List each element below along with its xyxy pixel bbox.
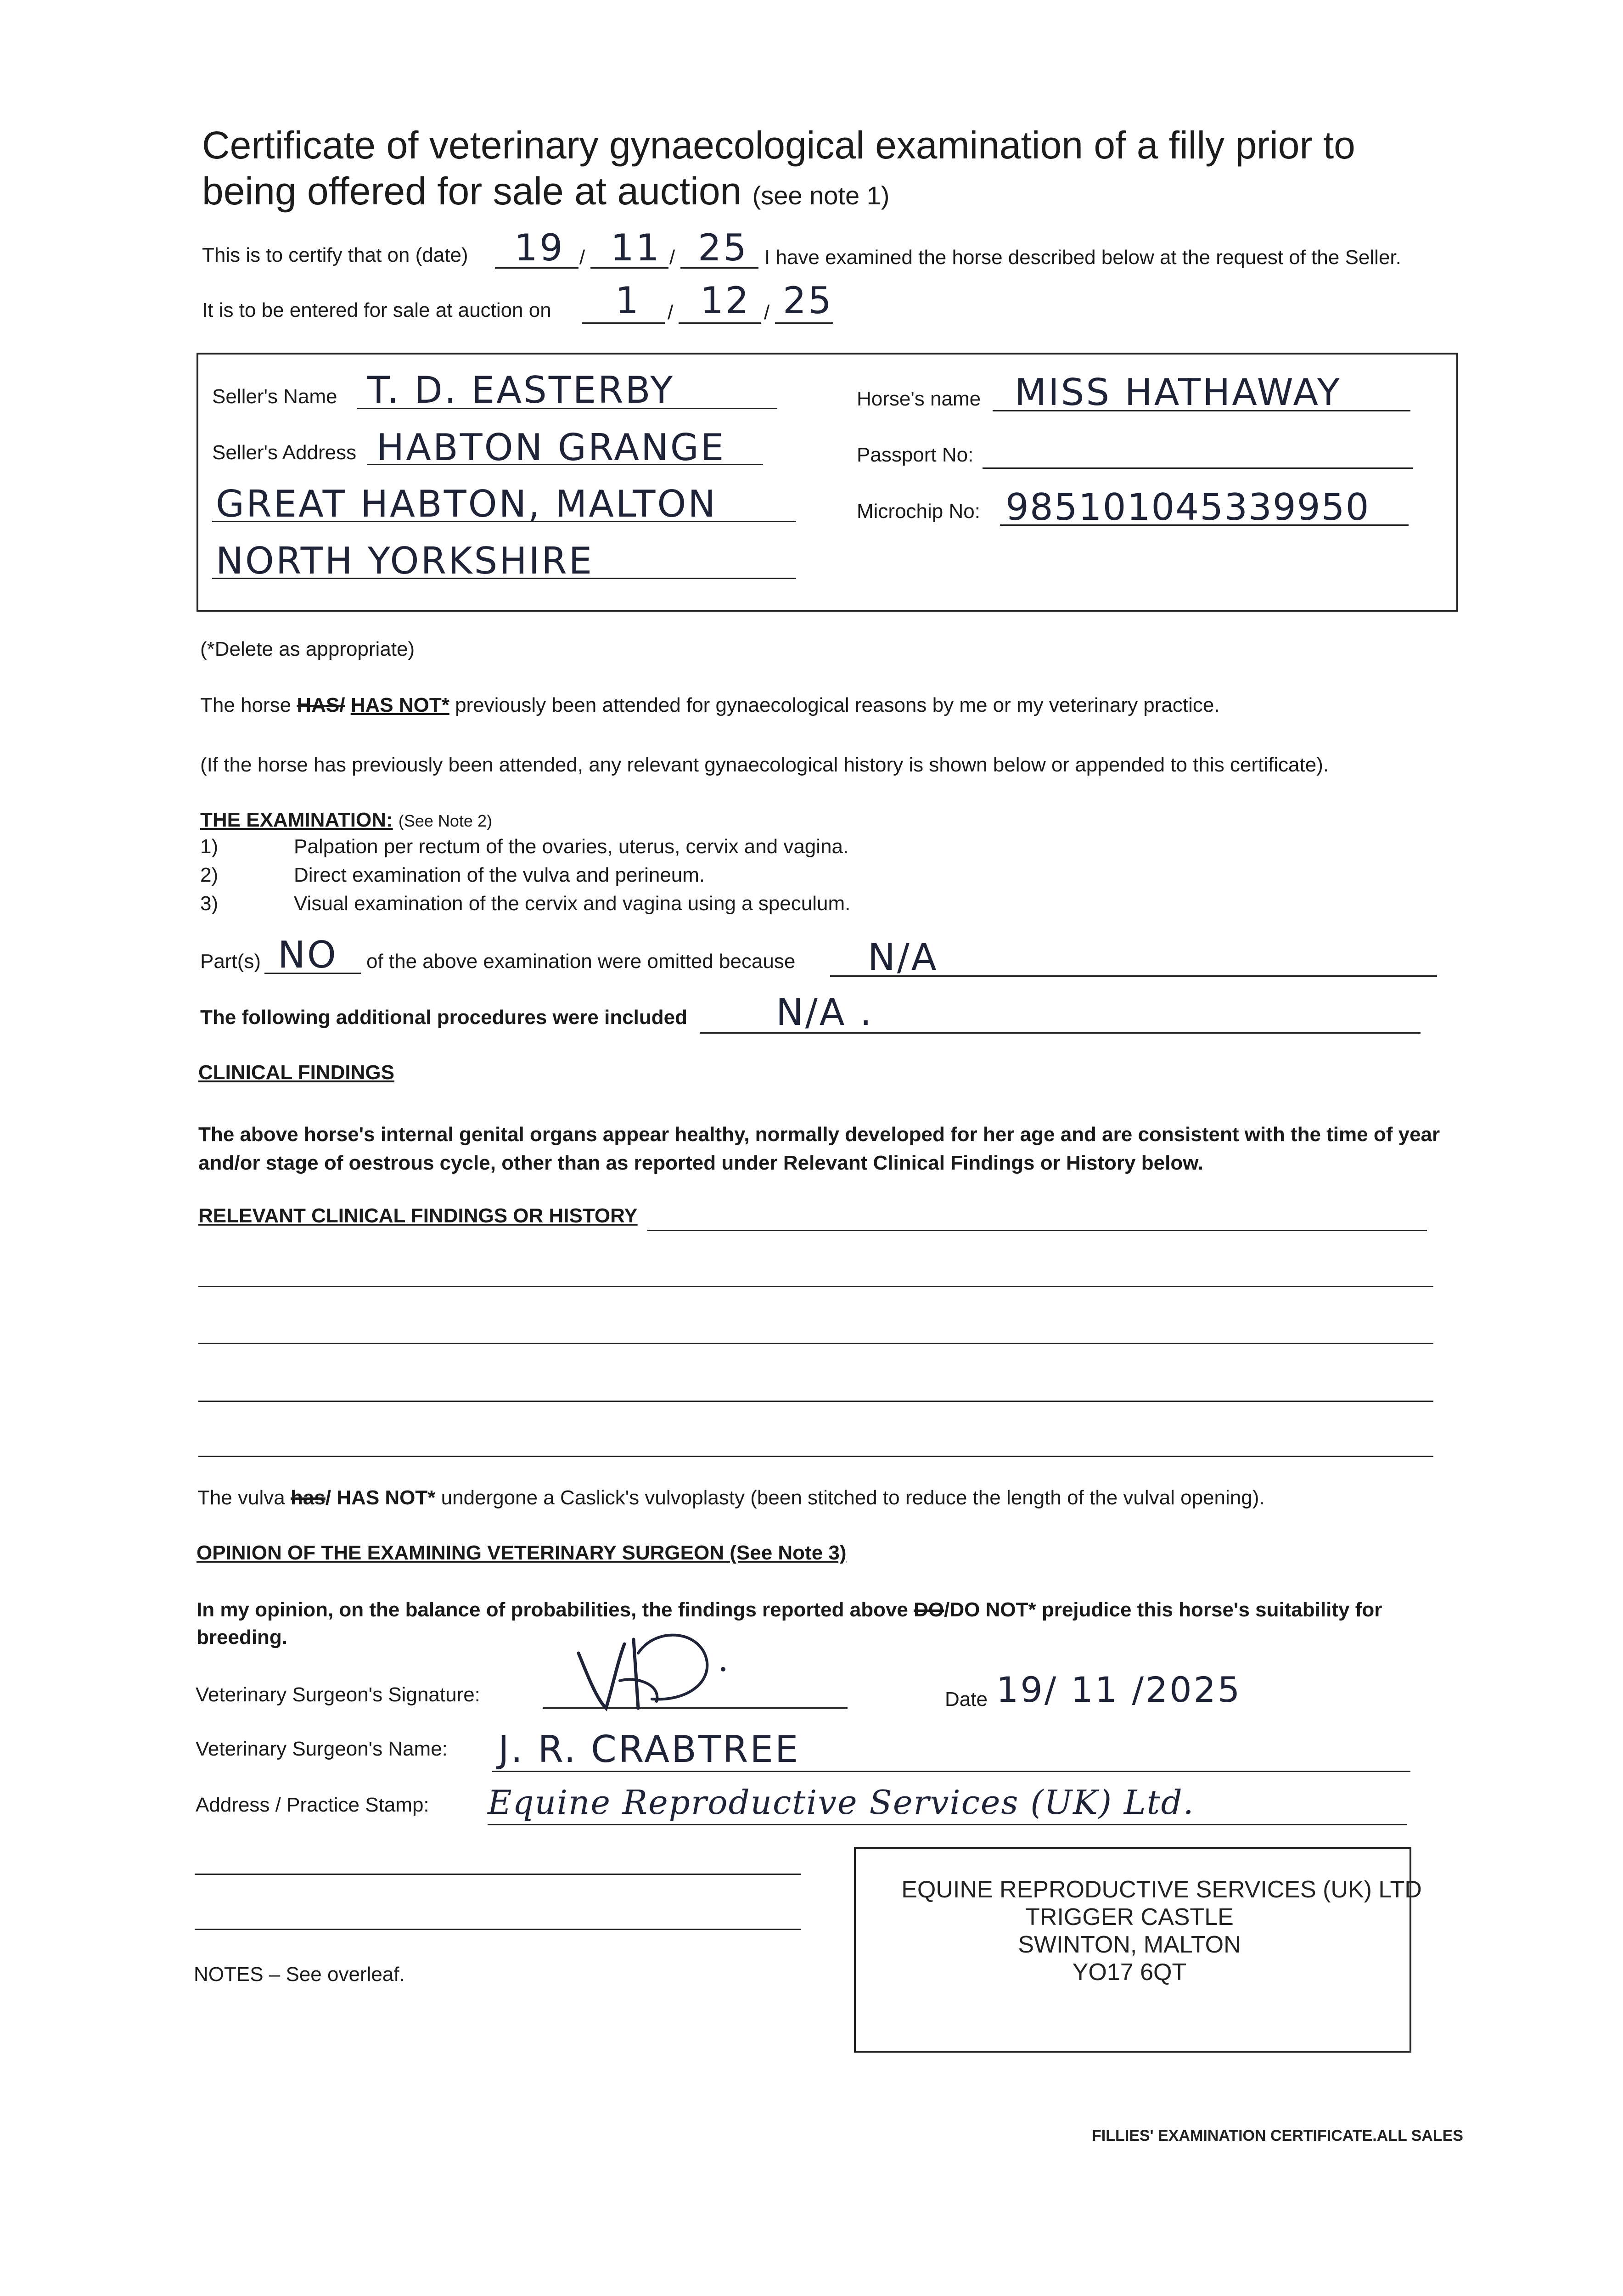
address-stamp-label: Address / Practice Stamp: (196, 1794, 429, 1816)
opinion-prefix: In my opinion, on the balance of probabilities, the findings reported above (197, 1598, 908, 1621)
certify-suffix: I have examined the horse described below at the request of the Seller. (764, 246, 1401, 269)
attended-suffix: previously been attended for gynaecological reasons by me or my veterinary practice. (455, 694, 1220, 716)
stamp-line2: TRIGGER CASTLE (1025, 1904, 1234, 1930)
stamp-line3: SWINTON, MALTON (1018, 1931, 1241, 1958)
seller-address-line1[interactable]: HABTON GRANGE (376, 426, 726, 469)
auction-date-year[interactable]: 25 (783, 279, 833, 322)
seller-address-line3[interactable]: NORTH YORKSHIRE (216, 540, 594, 582)
seller-address-label: Seller's Address (212, 441, 357, 464)
seller-address-line2[interactable]: GREAT HABTON, MALTON (216, 483, 718, 525)
opinion-do-not[interactable]: /DO NOT* (944, 1598, 1036, 1621)
exam-item-text: Palpation per rectum of the ovaries, uterus, cervix and vagina. (294, 835, 849, 858)
clinical-text-line1: The above horse's internal genital organs appear healthy, normally developed for her age and are consistent with the time of year (198, 1123, 1440, 1146)
date-slash: / (764, 301, 770, 324)
auction-prefix: It is to be entered for sale at auction on (202, 299, 551, 321)
omitted-prefix: Part(s) (200, 950, 261, 973)
vet-name-value[interactable]: J. R. CRABTREE (498, 1728, 800, 1771)
additional-value[interactable]: N/A . (776, 991, 874, 1034)
microchip-value[interactable]: 985101045339950 (1005, 486, 1370, 529)
delete-note: (*Delete as appropriate) (200, 638, 415, 660)
microchip-label: Microchip No: (857, 500, 980, 523)
certificate-title-line1: Certificate of veterinary gynaecological examination of a filly prior to (202, 124, 1355, 167)
vulva-suffix: undergone a Caslick's vulvoplasty (been stitched to reduce the length of the vulval opening). (441, 1486, 1265, 1509)
footer-text: FILLIES' EXAMINATION CERTIFICATE.ALL SALES (1092, 2127, 1463, 2144)
date-slash: / (669, 246, 675, 269)
certify-prefix: This is to certify that on (date) (202, 244, 468, 266)
clinical-text-line2: and/or stage of oestrous cycle, other than as reported under Relevant Clinical Findings or History below. (198, 1152, 1204, 1174)
exam-date-month[interactable]: 11 (611, 226, 661, 269)
seller-name-label: Seller's Name (212, 385, 337, 408)
certificate-title-text: being offered for sale at auction (202, 169, 742, 213)
seller-name-value[interactable]: T. D. EASTERBY (367, 369, 675, 411)
opinion-do-struck[interactable]: DO (914, 1598, 944, 1621)
vulva-prefix: The vulva (197, 1486, 285, 1509)
exam-item-text: Visual examination of the cervix and vagina using a speculum. (294, 892, 851, 915)
attended-line (200, 693, 1220, 717)
exam-item-num: 3) (200, 892, 219, 915)
examination-heading: THE EXAMINATION: (200, 809, 393, 831)
vulva-has-struck[interactable]: has (291, 1486, 326, 1509)
auction-date-month[interactable]: 12 (700, 279, 751, 322)
certificate-title-line2 (202, 169, 889, 218)
stamp-line1: EQUINE REPRODUCTIVE SERVICES (UK) LTD (901, 1876, 1422, 1903)
auction-date-day[interactable]: 1 (615, 279, 640, 322)
horse-name-value[interactable]: MISS HATHAWAY (1015, 371, 1342, 414)
vulva-has-not[interactable]: / HAS NOT* (325, 1486, 436, 1509)
exam-item-num: 1) (200, 835, 219, 858)
additional-label: The following additional procedures were included (200, 1006, 688, 1029)
exam-date-year[interactable]: 25 (698, 226, 748, 269)
attended-note: (If the horse has previously been attended, any relevant gynaecological history is shown below or appended to this certificate). (200, 754, 1329, 776)
relevant-heading: RELEVANT CLINICAL FINDINGS OR HISTORY (198, 1204, 638, 1227)
date-slash: / (579, 246, 585, 269)
omitted-reason-value[interactable]: N/A (868, 936, 938, 979)
omitted-middle: of the above examination were omitted because (366, 950, 796, 973)
exam-item-num: 2) (200, 864, 219, 886)
exam-item-text: Direct examination of the vulva and perineum. (294, 864, 705, 886)
horse-name-label: Horse's name (857, 388, 981, 410)
vet-signature[interactable] (569, 1626, 744, 1717)
relevant-findings-area[interactable] (198, 1235, 1433, 1460)
exam-date-day[interactable]: 19 (514, 226, 565, 269)
vet-name-label: Veterinary Surgeon's Name: (196, 1738, 448, 1760)
clinical-heading: CLINICAL FINDINGS (198, 1061, 394, 1084)
notes-overleaf: NOTES – See overleaf. (194, 1963, 405, 1986)
opinion-line1 (197, 1598, 1382, 1622)
vulva-line (197, 1486, 1265, 1510)
attended-has-struck[interactable]: HAS/ (297, 694, 345, 716)
attended-prefix: The horse (200, 694, 292, 716)
omitted-parts-value[interactable]: NO (278, 934, 338, 976)
signature-label: Veterinary Surgeon's Signature: (196, 1683, 480, 1706)
signature-date-value[interactable]: 19/ 11 /2025 (996, 1669, 1242, 1710)
attended-has-not[interactable]: HAS NOT* (350, 694, 449, 716)
examination-note: (See Note 2) (398, 811, 492, 830)
date-slash: / (668, 301, 674, 324)
date-label: Date (945, 1688, 988, 1711)
passport-label: Passport No: (857, 444, 974, 466)
opinion-suffix: prejudice this horse's suitability for (1041, 1598, 1382, 1621)
examination-heading-row (200, 808, 492, 833)
stamp-line4: YO17 6QT (1072, 1959, 1187, 1986)
opinion-heading: OPINION OF THE EXAMINING VETERINARY SURGEON (See Note 3) (197, 1542, 847, 1564)
address-handwritten[interactable]: Equine Reproductive Services (UK) Ltd. (488, 1783, 1195, 1822)
title-note: (see note 1) (752, 181, 890, 210)
opinion-line2: breeding. (197, 1626, 288, 1649)
